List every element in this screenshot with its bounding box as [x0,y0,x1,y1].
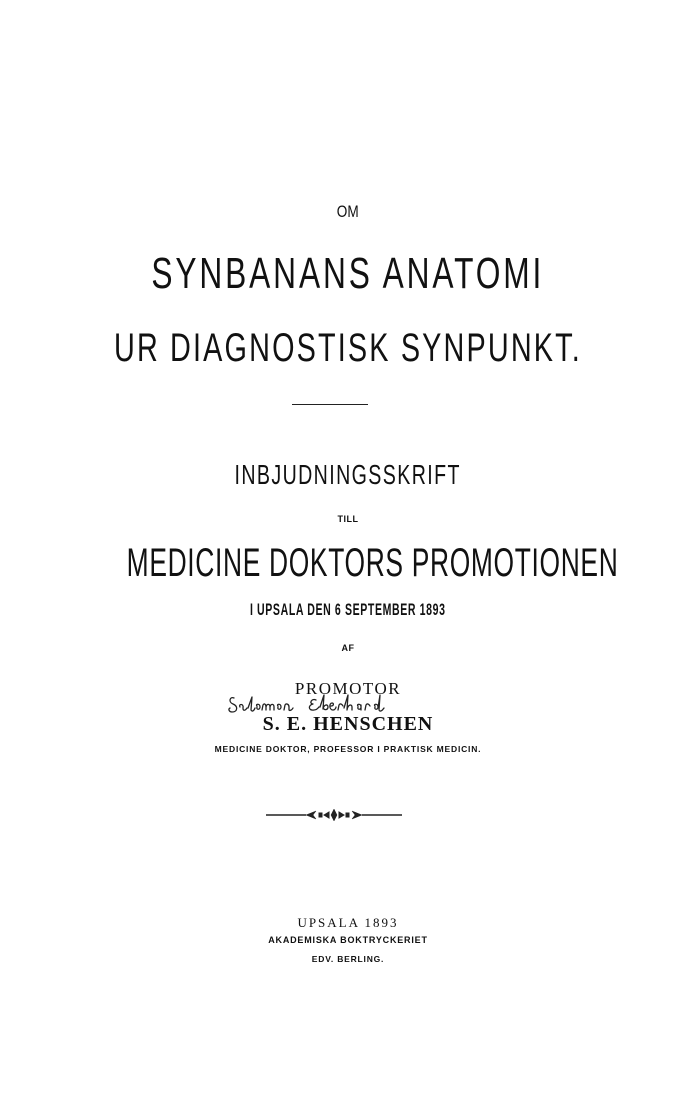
imprint-printer: EDV. BERLING. [311,954,385,964]
title-line-1: SYNBANANS ANATOMI [151,249,545,298]
till-label: TILL [337,514,359,524]
af-label: AF [341,643,355,653]
role-label: PROMOTOR [294,679,402,698]
title-line-2: UR DIAGNOSTISK SYNPUNKT. [114,326,582,370]
imprint-place-year: UPSALA 1893 [297,915,399,930]
author-credentials: MEDICINE DOKTOR, PROFESSOR I PRAKTISK MEDICIN. [214,744,482,754]
title-divider [292,404,368,405]
invitation-heading: INBJUDNINGSSKRIFT [234,459,462,490]
ceremony-heading: MEDICINE DOKTORS PROMOTIONEN [126,541,619,585]
title-prefix: OM [337,202,359,221]
imprint-press: AKADEMISKA BOKTRYCKERIET [268,935,428,945]
date-line: I UPSALA DEN 6 SEPTEMBER 1893 [250,600,446,619]
ornament-divider [266,808,402,822]
author-name: S. E. HENSCHEN [262,713,434,735]
